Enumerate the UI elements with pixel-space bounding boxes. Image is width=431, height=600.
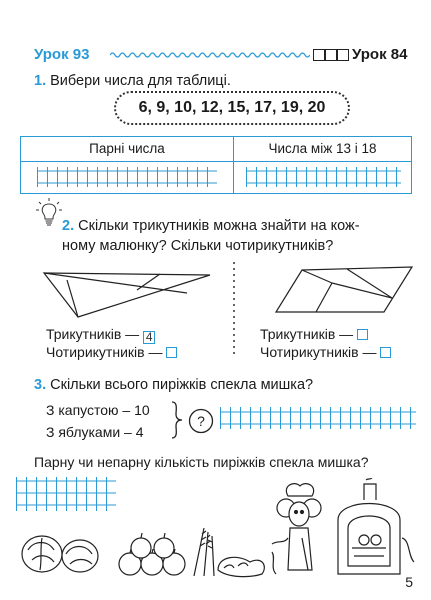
right-triangles-answer[interactable]: [357, 329, 368, 340]
table-header-between: Числа між 13 і 18: [234, 137, 411, 162]
task1-number: 1.: [34, 73, 47, 89]
answer-grid-between[interactable]: [246, 167, 401, 187]
question-mark: ?: [197, 413, 205, 429]
task3-text: Скільки всього пиріжків спекла мишка?: [50, 377, 314, 393]
left-quads-row: [46, 344, 177, 360]
left-quads-answer[interactable]: [166, 347, 177, 358]
question-circle: [188, 408, 214, 434]
task2-prompt: [62, 216, 360, 256]
lesson-title-right: Урок 84: [352, 46, 408, 63]
table-divider: [233, 137, 234, 193]
page-number: 5: [405, 574, 413, 590]
task2-number: 2.: [62, 218, 75, 234]
answer-grid-total[interactable]: [220, 406, 416, 430]
task1-prompt: [34, 73, 231, 89]
task2-text-line2: ному малюнку? Скільки чотирикутників?: [62, 238, 334, 254]
answer-grid-parity[interactable]: [16, 477, 116, 515]
cabbage-count: З капустою – 10: [46, 402, 150, 418]
lightbulb-icon: [36, 198, 62, 228]
table-header-even: Парні числа: [21, 137, 233, 162]
pies-illustration: [18, 520, 268, 580]
left-triangles-row: [46, 326, 155, 344]
right-triangles-label: Трикутників —: [260, 326, 354, 342]
wavy-divider: [110, 50, 310, 60]
mouse-chef-oven-illustration: [268, 478, 418, 578]
figure-left-triangles: [42, 265, 212, 320]
task2-text-line1: Скільки трикутників можна знайти на кож-: [78, 218, 360, 234]
answer-grid-even[interactable]: [37, 167, 217, 187]
parity-question: Парну чи непарну кількість пиріжків спекла мишка?: [34, 454, 369, 470]
apple-count: З яблуками – 4: [46, 424, 144, 440]
figure-right-quads: [272, 262, 417, 317]
right-triangles-row: [260, 326, 368, 342]
task3-number: 3.: [34, 377, 47, 393]
task1-text: Вибери числа для таблиці.: [50, 73, 231, 89]
task3-prompt: [34, 377, 313, 393]
right-quads-answer[interactable]: [380, 347, 391, 358]
left-quads-label: Чотирикутників —: [46, 344, 163, 360]
left-triangles-answer[interactable]: 4: [143, 331, 155, 344]
number-set: 6, 9, 10, 12, 15, 17, 19, 20: [114, 91, 350, 125]
number-table: [20, 136, 412, 194]
right-quads-label: Чотирикутників —: [260, 344, 377, 360]
lesson-title-left: Урок 93: [34, 46, 90, 63]
dotted-separator: [232, 262, 236, 357]
lesson-boxes-icon: [313, 49, 349, 61]
right-quads-row: [260, 344, 391, 360]
left-triangles-label: Трикутників —: [46, 326, 140, 342]
curly-brace: [170, 400, 184, 440]
